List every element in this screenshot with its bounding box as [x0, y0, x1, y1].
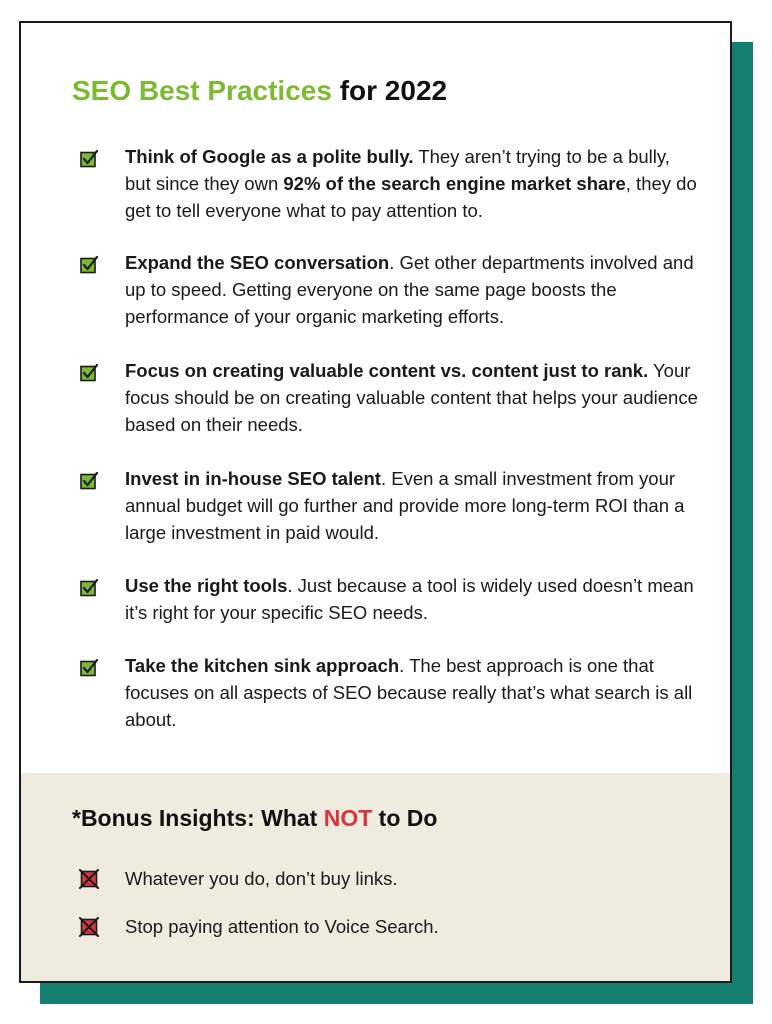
practice-body: . The best approach is one that focuses on all aspects of SEO because really that’s what search is all about. — [125, 655, 693, 730]
practice-bold: Use the right tools — [125, 575, 288, 596]
bonus-item-text: Stop paying attention to Voice Search. — [125, 916, 439, 937]
title-rest: for 2022 — [331, 75, 448, 106]
checkbox-checked-icon — [79, 578, 99, 598]
practice-body: . Even a small investment from your annual budget will go further and provide more long-term ROI than a large investment in paid would. — [125, 468, 685, 543]
practice-bold: Take the kitchen sink approach — [125, 655, 400, 676]
practice-item-3 — [79, 357, 699, 438]
practice-item-2 — [79, 249, 699, 330]
practice-item-5 — [79, 572, 699, 626]
practice-text-3 — [125, 357, 699, 438]
checkbox-checked-icon — [79, 255, 99, 275]
bonus-item-2 — [79, 916, 439, 938]
practice-text-1 — [125, 143, 699, 224]
practice-text-4 — [125, 465, 699, 546]
checkbox-checked-icon — [79, 363, 99, 383]
practice-body: . Just because a tool is widely used doesn’t mean it’s right for your specific SEO needs. — [125, 575, 694, 623]
practice-text-5 — [125, 572, 699, 626]
practice-body: . Get other departments involved and up to speed. Getting everyone on the same page boosts the performance of your organic marketing efforts. — [125, 252, 694, 327]
practice-bold: Expand the SEO conversation — [125, 252, 390, 273]
practice-body-end: , they do get to tell everyone what to pay attention to. — [125, 173, 697, 221]
practice-text-2 — [125, 249, 699, 330]
practice-item-4 — [79, 465, 699, 546]
practice-text-6 — [125, 652, 699, 733]
practice-body: Your focus should be on creating valuable content that helps your audience based on their needs. — [125, 360, 698, 435]
checkbox-checked-icon — [79, 658, 99, 678]
bonus-title-not: NOT — [323, 805, 373, 831]
bonus-title-post: to Do — [372, 805, 438, 831]
checkbox-crossed-icon — [79, 869, 99, 889]
bonus-title-pre: *Bonus Insights: What — [72, 805, 324, 831]
bonus-title — [72, 805, 437, 832]
practice-body: They aren’t trying to be a bully, but since they own — [125, 146, 670, 194]
bonus-item-1 — [79, 868, 398, 890]
practice-item-1 — [79, 143, 699, 224]
practice-bold-stat: 92% of the search engine market share — [283, 173, 626, 194]
page-title — [72, 75, 447, 107]
checkbox-checked-icon — [79, 149, 99, 169]
practice-bold: Invest in in-house SEO talent — [125, 468, 381, 489]
title-accent: SEO Best Practices — [72, 75, 332, 106]
bonus-item-text: Whatever you do, don’t buy links. — [125, 868, 398, 889]
infographic-card — [19, 21, 732, 983]
bonus-section — [21, 773, 730, 983]
practice-bold: Think of Google as a polite bully. — [125, 146, 414, 167]
checkbox-crossed-icon — [79, 917, 99, 937]
practice-item-6 — [79, 652, 699, 733]
checkbox-checked-icon — [79, 471, 99, 491]
practice-bold: Focus on creating valuable content vs. content just to rank. — [125, 360, 649, 381]
